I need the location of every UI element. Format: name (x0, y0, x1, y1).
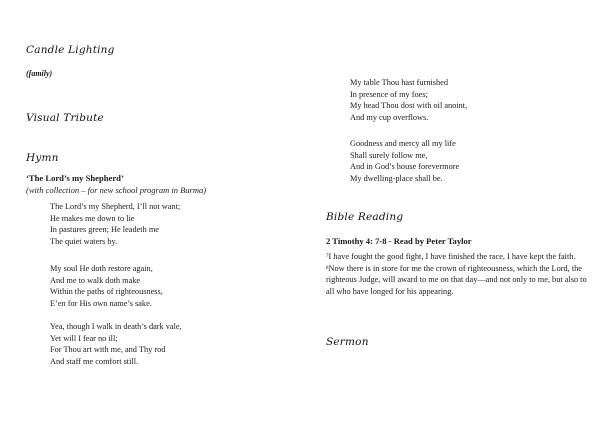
hymn-line: The Lord’s my Shepherd, I’ll not want; (50, 202, 181, 211)
hymn-line: And staff me comfort still. (50, 356, 139, 366)
hymn-stanza-2 (50, 263, 163, 309)
hymn-line: And my cup overflows. (350, 112, 429, 122)
visual-tribute-heading: Visual Tribute (26, 112, 104, 124)
hymn-line: My head Thou dost with oil anoint, (350, 101, 468, 111)
hymn-line: My table Thou hast furnished (350, 78, 449, 87)
hymn-line: Yet will I fear no ill; (50, 333, 118, 343)
hymn-line: Goodness and mercy all my life (350, 139, 456, 148)
hymn-line: And me to walk doth make (50, 275, 141, 285)
hymn-line: My soul He doth restore again, (50, 264, 153, 273)
hymn-stanza-1 (50, 201, 180, 247)
sermon-heading: Sermon (326, 336, 369, 348)
hymn-line: In presence of my foes; (350, 89, 428, 99)
hymn-line: Within the paths of righteousness, (50, 287, 163, 297)
verse-text: Now there is in store for me the crown of righteousness, which the Lord, the righteous Judge, will award to me on that day—and not only to me, but also to all who have longed for his appearing. (326, 263, 587, 296)
hymn-stanza-3 (50, 321, 182, 367)
hymn-heading: Hymn (26, 152, 59, 164)
verse-number: 7 (326, 254, 329, 259)
hymn-line: He makes me down to lie (50, 213, 135, 223)
bible-reading-reference: 2 Timothy 4: 7-8 - Read by Peter Taylor (326, 236, 472, 246)
hymn-line: E’en for His own name’s sake. (50, 298, 152, 308)
verse-text: I have fought the good fight, I have finished the race, I have kept the faith. (328, 252, 576, 261)
candle-lighting-heading: Candle Lighting (26, 44, 115, 56)
hymn-line: In pastures green; He leadeth me (50, 225, 159, 235)
hymn-line: Shall surely follow me, (350, 150, 428, 160)
hymn-title: ‘The Lord’s my Shepherd’ (26, 173, 124, 183)
hymn-stanza-4 (350, 77, 467, 123)
hymn-line: For Thou art with me, and Thy rod (50, 345, 166, 355)
verse-number: 8 (326, 265, 329, 271)
hymn-line: My dwelling-place shall be. (350, 173, 443, 183)
hymn-line: And in God’s house forevermore (350, 162, 460, 172)
candle-lighting-note: (family) (26, 69, 53, 78)
hymn-note: (with collection – for new school program in Burma) (26, 185, 207, 195)
hymn-stanza-5 (350, 138, 459, 184)
bible-reading-heading: Bible Reading (326, 211, 404, 223)
hymn-line: Yea, though I walk in death’s dark vale, (50, 322, 182, 331)
bible-reading-text (326, 251, 588, 297)
hymn-line: The quiet waters by. (50, 236, 118, 246)
